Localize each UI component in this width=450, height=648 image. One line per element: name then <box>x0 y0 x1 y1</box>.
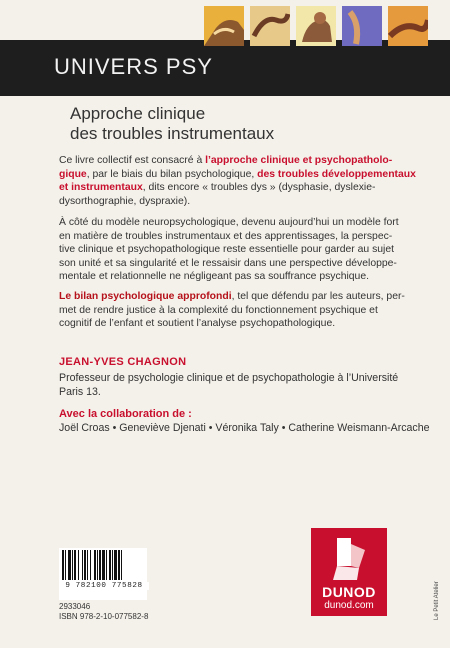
illustration-tile <box>388 6 428 46</box>
author-name: JEAN-YVES CHAGNON <box>59 356 187 368</box>
barcode-bar <box>94 550 96 580</box>
paragraph-line <box>59 168 416 182</box>
paragraph-line: tive clinique et psychopathologique reste essentielle pour garder au sujet <box>59 244 395 256</box>
collaborator-names: Joël Croas • Geneviève Djenati • Véronika Taly • Catherine Weismann-Arcache <box>59 422 430 434</box>
barcode-bar <box>90 550 91 580</box>
barcode-bar <box>112 550 113 580</box>
publisher-logo-icon <box>329 536 369 582</box>
highlighted-text: des troubles développementaux <box>257 168 416 180</box>
highlighted-text: l’approche clinique et psychopatholo- <box>205 155 393 166</box>
author-description-line: Professeur de psychologie clinique et de psychopathologie à l’Université <box>59 372 399 384</box>
barcode-bar <box>62 550 64 580</box>
barcode-bar <box>82 550 83 580</box>
highlighted-text: Le bilan psychologique approfondi <box>59 291 232 302</box>
illustration-tile <box>296 6 336 46</box>
paragraph-line <box>59 290 404 304</box>
paragraph-text: Ce livre collectif est consacré à <box>59 155 206 166</box>
paragraph-line: son unité et sa singularité et le ressaisir dans une perspective développe- <box>59 257 397 269</box>
design-credit: Le Petit Atelier <box>434 581 440 620</box>
barcode-bar <box>68 550 71 580</box>
book-title-line: Approche clinique <box>70 104 206 123</box>
book-title-line: des troubles instrumentaux <box>70 124 275 143</box>
barcode-bar <box>65 550 66 580</box>
publisher-name: DUNOD <box>322 584 376 600</box>
illustration-tile <box>342 6 382 46</box>
barcode-bar <box>106 550 107 580</box>
paragraph-line: mentale et relationnelle ne négligeant pas sa souffrance psychique. <box>59 271 370 283</box>
paragraph-text: met de rendre justice à la complexité du fonctionnement psychique et <box>59 304 378 316</box>
author-description <box>59 371 404 399</box>
summary-paragraph-1 <box>59 154 416 208</box>
barcode-bar <box>114 550 117 580</box>
collaboration-title: Avec la collaboration de : <box>59 408 192 420</box>
paragraph-line <box>59 154 404 168</box>
barcode-bar <box>74 550 76 580</box>
author-description-line: Paris 13. <box>59 386 101 398</box>
highlighted-text: gique <box>59 168 87 180</box>
barcode-bar <box>84 550 86 580</box>
highlighted-text: et instrumentaux <box>59 182 143 194</box>
barcode-bar <box>87 550 88 580</box>
paragraph-text: cognitif de l’enfant et soutient l’analyse psychopathologique. <box>59 318 336 330</box>
paragraph-text: , dits encore « troubles dys » (dysphasie, dyslexie- <box>142 182 376 194</box>
barcode-bar <box>72 550 73 580</box>
paragraph-text: dysorthographie, dyspraxie). <box>59 195 191 207</box>
series-title: UNIVERS PSY <box>54 54 213 79</box>
publisher-url: dunod.com <box>324 600 374 611</box>
paragraph-text: , par le biais du bilan psychologique, <box>86 168 258 180</box>
paragraph-text: , tel que défendu par les auteurs, per- <box>231 291 405 302</box>
summary-paragraph-3 <box>59 290 404 331</box>
barcode-number: 9 782100 775828 <box>59 582 149 590</box>
paragraph-line <box>59 181 404 195</box>
barcode <box>59 548 147 600</box>
barcode-bars <box>59 548 147 582</box>
paragraph-line: À côté du modèle neuropsychologique, devenu aujourd’hui un modèle fort <box>59 217 399 228</box>
barcode-bar <box>109 550 111 580</box>
cover-illustrations <box>204 6 428 46</box>
paragraph-line <box>59 304 404 318</box>
series-banner <box>0 40 450 96</box>
paragraph-line <box>59 317 404 331</box>
isbn: ISBN 978-2-10-077582-8 <box>59 612 149 621</box>
paragraph-line <box>59 195 404 209</box>
barcode-bar <box>97 550 98 580</box>
barcode-bar <box>102 550 105 580</box>
paragraph-line: en matière de troubles instrumentaux et des apprentissages, la perspec- <box>59 230 393 242</box>
product-code: 2933046 <box>59 602 91 611</box>
publisher-logo-block <box>311 528 387 616</box>
illustration-tile <box>250 6 290 46</box>
barcode-bar <box>78 550 79 580</box>
barcode-bar <box>99 550 101 580</box>
book-title <box>70 104 410 144</box>
barcode-bar <box>121 550 122 580</box>
illustration-tile <box>204 6 244 46</box>
summary-paragraph-2 <box>59 216 404 284</box>
barcode-bar <box>118 550 120 580</box>
